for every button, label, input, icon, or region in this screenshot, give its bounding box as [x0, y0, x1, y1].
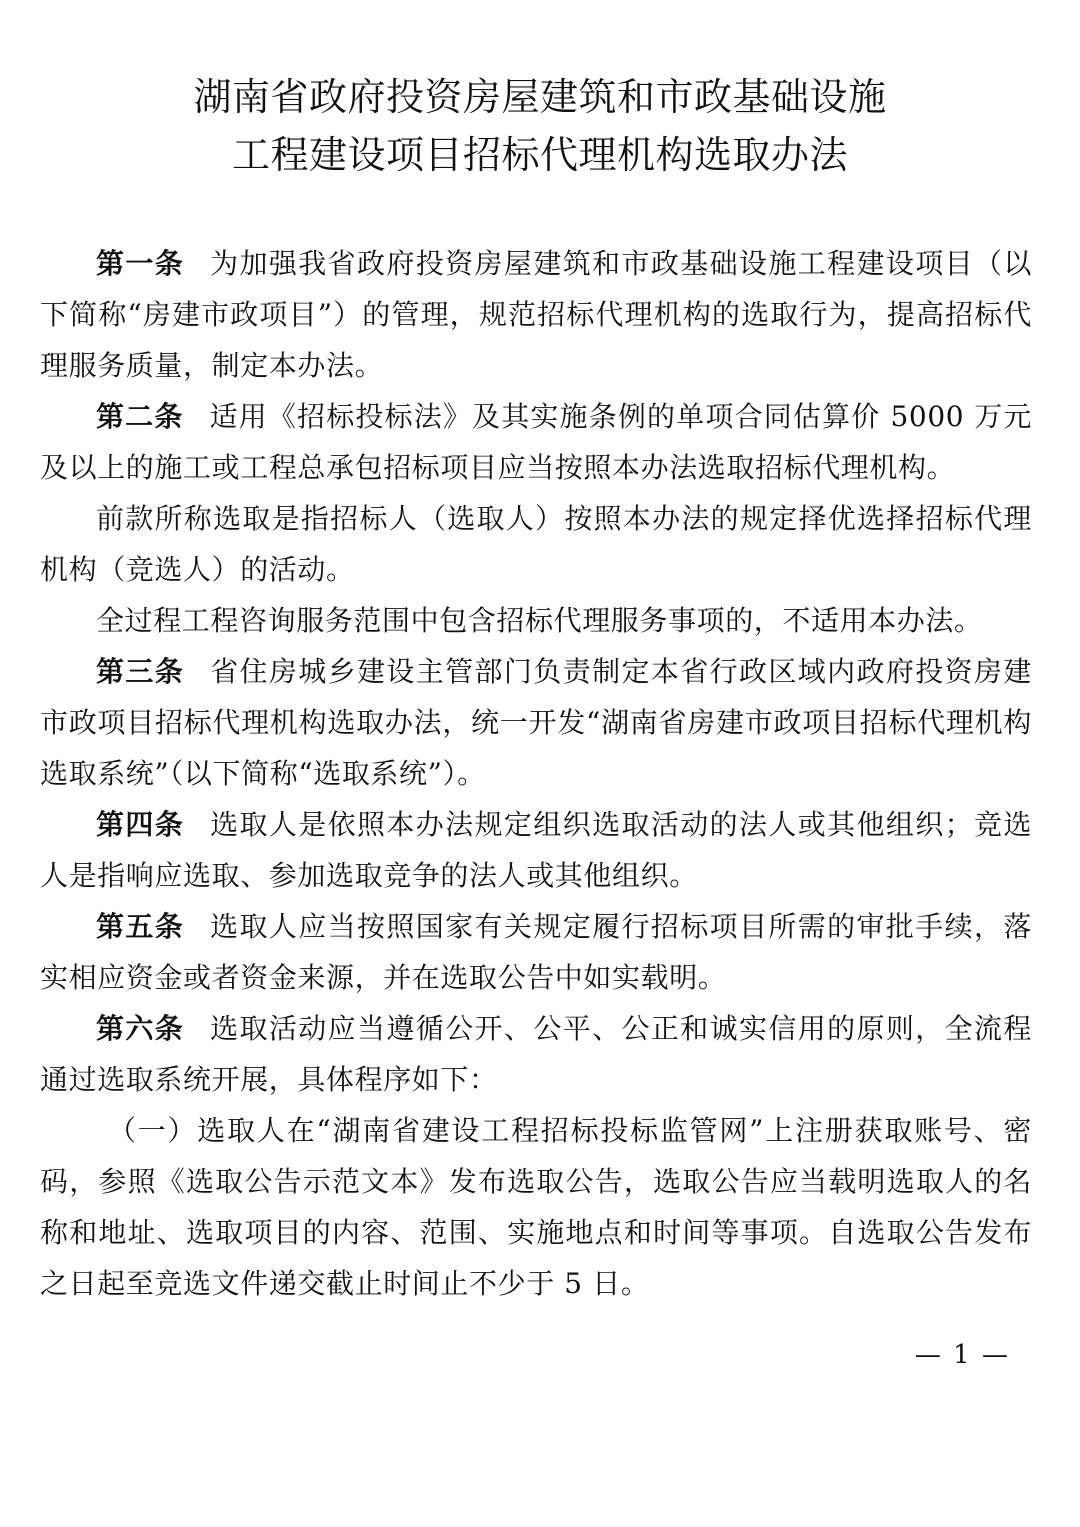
article-text: 为加强我省政府投资房屋建筑和市政基础设施工程建设项目（以下简称“房建市政项目”）的管理，规范招标代理机构的选取行为，提高招标代理服务质量，制定本办法。	[40, 247, 1032, 382]
article-label: 第三条	[96, 655, 185, 688]
article-1	[40, 238, 1032, 391]
article-2-para-3	[40, 595, 1032, 646]
article-text: 适用《招标投标法》及其实施条例的单项合同估算价 5000 万元及以上的施工或工程总承包招标项目应当按照本办法选取招标代理机构。	[40, 400, 1032, 484]
title-line-1: 湖南省政府投资房屋建筑和市政基础设施	[193, 75, 887, 119]
page-number: — 1 —	[914, 1340, 1010, 1370]
article-label: 第六条	[96, 1012, 185, 1045]
article-2	[40, 391, 1032, 493]
article-label: 第一条	[96, 247, 185, 280]
article-label: 第四条	[96, 808, 185, 841]
article-4	[40, 799, 1032, 901]
article-6	[40, 1003, 1032, 1105]
document-body	[40, 238, 1032, 1309]
document-title	[0, 68, 1080, 184]
article-2-para-2	[40, 493, 1032, 595]
article-text: 选取活动应当遵循公开、公平、公正和诚实信用的原则，全流程通过选取系统开展，具体程序如下：	[40, 1012, 1032, 1096]
article-label: 第二条	[96, 400, 184, 433]
sub-paragraph-text: （一）选取人在“湖南省建设工程招标投标监管网”上注册获取账号、密码，参照《选取公告示范文本》发布选取公告，选取公告应当载明选取人的名称和地址、选取项目的内容、范围、实施地点和时间等事项。自选取公告发布之日起至竞选文件递交截止时间止不少于 5 日。	[40, 1114, 1032, 1300]
article-text: 选取人应当按照国家有关规定履行招标项目所需的审批手续，落实相应资金或者资金来源，并在选取公告中如实载明。	[40, 910, 1032, 994]
title-line-2: 工程建设项目招标代理机构选取办法	[231, 133, 848, 177]
article-label: 第五条	[96, 910, 185, 943]
paragraph-text: 全过程工程咨询服务范围中包含招标代理服务事项的，不适用本办法。	[96, 604, 983, 637]
article-5	[40, 901, 1032, 1003]
article-6-item-1	[40, 1105, 1032, 1309]
article-text: 选取人是依照本办法规定组织选取活动的法人或其他组织；竞选人是指响应选取、参加选取竞争的法人或其他组织。	[40, 808, 1032, 892]
article-text: 省住房城乡建设主管部门负责制定本省行政区域内政府投资房建市政项目招标代理机构选取办法，统一开发“湖南省房建市政项目招标代理机构选取系统”（以下简称“选取系统”）。	[40, 655, 1032, 790]
article-3	[40, 646, 1032, 799]
paragraph-text: 前款所称选取是指招标人（选取人）按照本办法的规定择优选择招标代理机构（竞选人）的活动。	[40, 502, 1032, 586]
